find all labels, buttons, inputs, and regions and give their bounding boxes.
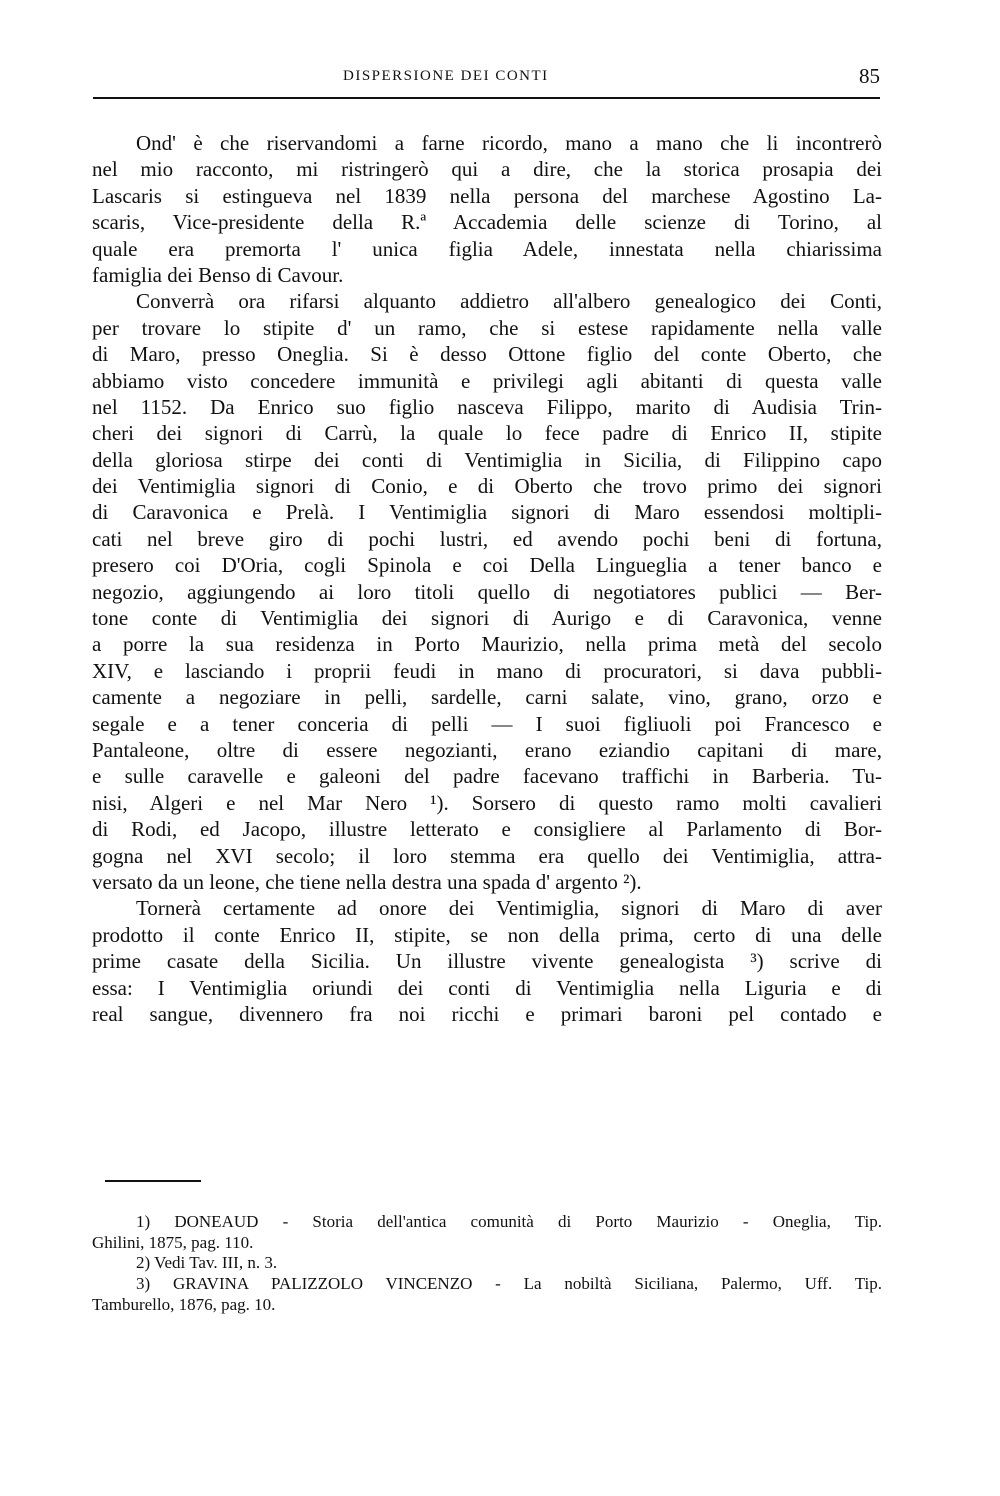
text-line: quale era premorta l' unica figlia Adele, innestata nella chiarissima <box>92 236 882 261</box>
footnotes <box>92 1212 882 1315</box>
text-line: e sulle caravelle e galeoni del padre facevano traffichi in Barberia. Tu- <box>92 764 882 789</box>
footnote-line: Tamburello, 1876, pag. 10. <box>92 1294 276 1314</box>
text-line: real sangue, divennero fra noi ricchi e primari baroni pel contado e <box>92 1001 882 1026</box>
text-line: prodotto il conte Enrico II, stipite, se non della prima, certo di una delle <box>92 922 882 947</box>
text-line: scaris, Vice-presidente della R.ª Accademia delle scienze di Torino, al <box>92 210 882 235</box>
text-line: Converrà ora rifarsi alquanto addietro all'albero genealogico dei Conti, <box>136 289 882 314</box>
body-text <box>92 130 882 1027</box>
text-line: nel 1152. Da Enrico suo figlio nasceva Filippo, marito di Audisia Trin- <box>92 394 882 419</box>
text-line: a porre la sua residenza in Porto Maurizio, nella prima metà del secolo <box>92 632 882 657</box>
text-line: per trovare lo stipite d' un ramo, che si estese rapidamente nella valle <box>92 315 882 340</box>
footnote-line: 3) GRAVINA PALIZZOLO VINCENZO - La nobiltà Siciliana, Palermo, Uff. Tip. <box>136 1274 882 1294</box>
text-line: dei Ventimiglia signori di Conio, e di Oberto che trovo primo dei signori <box>92 474 882 499</box>
text-line: XIV, e lasciando i proprii feudi in mano di procuratori, si dava pubbli- <box>92 658 882 683</box>
text-line: essa: I Ventimiglia oriundi dei conti di Ventimiglia nella Liguria e di <box>92 975 882 1000</box>
text-line: prime casate della Sicilia. Un illustre vivente genealogista ³) scrive di <box>92 949 882 974</box>
text-line: nisi, Algeri e nel Mar Nero ¹). Sorsero di questo ramo molti cavalieri <box>92 790 882 815</box>
text-line: nel mio racconto, mi ristringerò qui a dire, che la storica prosapia dei <box>92 157 882 182</box>
text-line: della gloriosa stirpe dei conti di Ventimiglia in Sicilia, di Filippino capo <box>92 447 882 472</box>
text-line: tone conte di Ventimiglia dei signori di Aurigo e di Caravonica, venne <box>92 606 882 631</box>
text-line: Pantaleone, oltre di essere negozianti, erano eziandio capitani di mare, <box>92 737 882 762</box>
text-line: di Caravonica e Prelà. I Ventimiglia signori di Maro essendosi moltipli- <box>92 500 882 525</box>
text-line: versato da un leone, che tiene nella destra una spada d' argento ²). <box>92 869 642 894</box>
text-line: camente a negoziare in pelli, sardelle, carni salate, vino, grano, orzo e <box>92 685 882 710</box>
text-line: segale e a tener conceria di pelli — I suoi figliuoli poi Francesco e <box>92 711 882 736</box>
text-line: cati nel breve giro di pochi lustri, ed avendo pochi beni di fortuna, <box>92 526 882 551</box>
header-rule <box>93 97 880 99</box>
footnote-line: Ghilini, 1875, pag. 110. <box>92 1232 254 1252</box>
text-line: Lascaris si estingueva nel 1839 nella persona del marchese Agostino La- <box>92 183 882 208</box>
text-line: di Maro, presso Oneglia. Si è desso Ottone figlio del conte Oberto, che <box>92 342 882 367</box>
text-line: abbiamo visto concedere immunità e privilegi agli abitanti di questa valle <box>92 368 882 393</box>
text-line: Ond' è che riservandomi a farne ricordo, mano a mano che li incontrerò <box>136 131 882 155</box>
text-line: famiglia dei Benso di Cavour. <box>92 262 344 287</box>
text-line: Tornerà certamente ad onore dei Ventimiglia, signori di Maro di aver <box>136 896 882 921</box>
text-line: negozio, aggiungendo ai loro titoli quello di negotiatores publici — Ber- <box>92 579 882 604</box>
page-header <box>93 56 880 98</box>
footnote-line: 2) Vedi Tav. III, n. 3. <box>136 1253 278 1273</box>
text-line: presero coi D'Oria, cogli Spinola e coi Della Lingueglia a tener banco e <box>92 553 882 578</box>
footnote-line: 1) DONEAUD - Storia dell'antica comunità di Porto Maurizio - Oneglia, Tip. <box>136 1212 882 1231</box>
text-line: cheri dei signori di Carrù, la quale lo fece padre di Enrico II, stipite <box>92 421 882 446</box>
footnote-rule <box>105 1180 201 1182</box>
text-line: gogna nel XVI secolo; il loro stemma era quello dei Ventimiglia, attra- <box>92 843 882 868</box>
text-line: di Rodi, ed Jacopo, illustre letterato e consigliere al Parlamento di Bor- <box>92 817 882 842</box>
page-number: 85 <box>859 64 880 88</box>
running-title: DISPERSIONE DEI CONTI <box>343 68 549 84</box>
